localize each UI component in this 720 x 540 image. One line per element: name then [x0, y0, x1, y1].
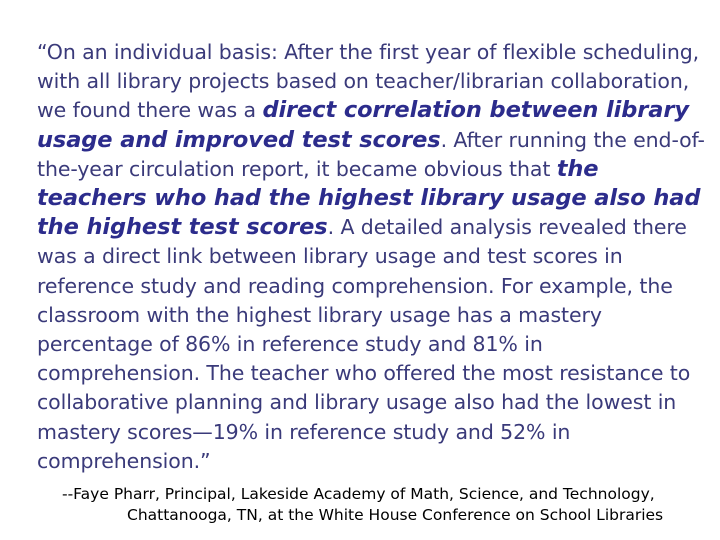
quote-emphasis-2: the teachers who had the highest library usage also had the highest test scores [37, 155, 701, 241]
quote-emphasis-1: direct correlation between library usage and improved test scores [37, 97, 689, 153]
quote-text-1: “On an individual basis: After the first year of flexible scheduling, with all library projects based on teacher/librarian collaboration, we found there was a [37, 40, 700, 123]
quote-text-2: . After running the end-of-the-year circulation report, it became obvious that [37, 127, 705, 181]
quote-text-3: . A detailed analysis revealed there was a direct link between library usage and test scores in reference study and reading comprehension. For example, the classroom with the highest library usage has a mastery percentage of 86% in reference study and 81% in comprehension. The teacher who offered the most resistance to collaborative planning and library usage also had the lowest in mastery scores—19% in reference study and 52% in comprehension.” [37, 215, 691, 473]
attribution-line-1: --Faye Pharr, Principal, Lakeside Academy of Math, Science, and Technology, [62, 485, 655, 503]
quote-paragraph [37, 38, 707, 476]
attribution-line-2: Chattanooga, TN, at the White House Conference on School Libraries [127, 506, 664, 524]
attribution [0, 484, 720, 526]
